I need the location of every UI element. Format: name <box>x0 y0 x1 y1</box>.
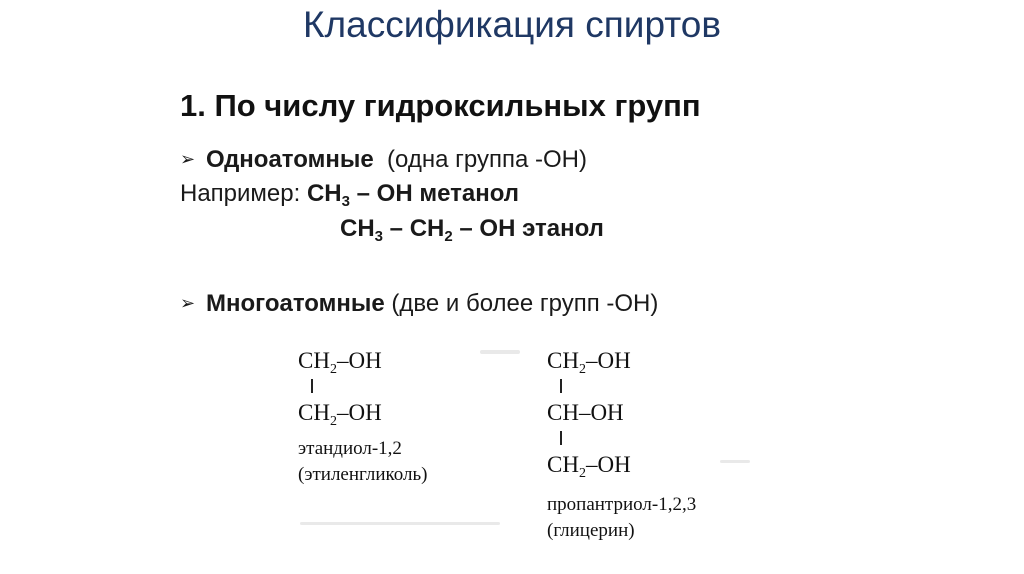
polyatomic-line <box>180 290 658 318</box>
ethanol-f2: – CH <box>383 215 445 242</box>
ethanediol-row-2 <box>298 400 382 429</box>
ethanediol-r1-oh: –OH <box>336 348 382 373</box>
propanetriol-r3-ch: CH <box>547 452 579 477</box>
methanol-sub: 3 <box>341 193 350 210</box>
ethanediol-r2-oh: –OH <box>336 400 382 425</box>
polyatomic-note: (две и более групп -ОН) <box>391 290 659 317</box>
monoatomic-note: (одна группа -ОН) <box>387 146 587 173</box>
propanetriol-bond-1 <box>560 379 562 393</box>
ethanediol-r2-sub: 2 <box>329 414 337 429</box>
bullet-arrow-icon: ➢ <box>180 149 196 169</box>
propanetriol-row-3 <box>547 452 631 481</box>
propanetriol-row-2 <box>547 400 624 426</box>
ethanediol-bond <box>311 379 313 393</box>
ethanediol-name: этандиол-1,2 <box>298 438 402 459</box>
ethanol-f3: – OH этанол <box>452 215 604 242</box>
ethanol-f1: CH <box>340 215 375 242</box>
propanetriol-name: пропантриол-1,2,3 <box>547 494 697 515</box>
propanetriol-r3-sub: 2 <box>578 466 586 481</box>
monoatomic-line <box>180 146 587 174</box>
propanetriol-r1-oh: –OH <box>585 348 631 373</box>
ethanediol-r2-ch: CH <box>298 400 330 425</box>
monoatomic-label: Одноатомные <box>206 146 374 173</box>
example-ethanol <box>340 215 604 243</box>
propanetriol-bond-2 <box>560 431 562 445</box>
example-methanol <box>180 180 519 208</box>
propanetriol-r2-choh: CH–OH <box>547 400 624 425</box>
polyatomic-label: Многоатомные <box>206 290 385 317</box>
propanetriol-row-1 <box>547 348 631 377</box>
bullet-arrow-icon: ➢ <box>180 293 196 313</box>
methanol-rest: – OH метанол <box>349 180 520 207</box>
propanetriol-common-name: (глицерин) <box>547 520 635 541</box>
example-prefix: Например: <box>180 180 301 207</box>
slide-title: Классификация спиртов <box>303 4 721 45</box>
propanetriol-r1-ch: CH <box>547 348 579 373</box>
ethanediol-row-1 <box>298 348 382 377</box>
propanetriol-r3-oh: –OH <box>585 452 631 477</box>
methanol-ch: CH <box>306 180 342 207</box>
scan-smudge <box>720 460 750 463</box>
ethanol-s2: 2 <box>444 228 453 245</box>
propanetriol-r1-sub: 2 <box>578 362 586 377</box>
ethanediol-r1-ch: CH <box>298 348 330 373</box>
scan-smudge <box>480 350 520 354</box>
section-heading: 1. По числу гидроксильных групп <box>180 88 701 123</box>
scan-smudge <box>300 522 500 525</box>
ethanediol-r1-sub: 2 <box>329 362 337 377</box>
ethanol-s1: 3 <box>374 228 384 245</box>
ethanediol-common-name: (этиленгликоль) <box>298 464 428 485</box>
